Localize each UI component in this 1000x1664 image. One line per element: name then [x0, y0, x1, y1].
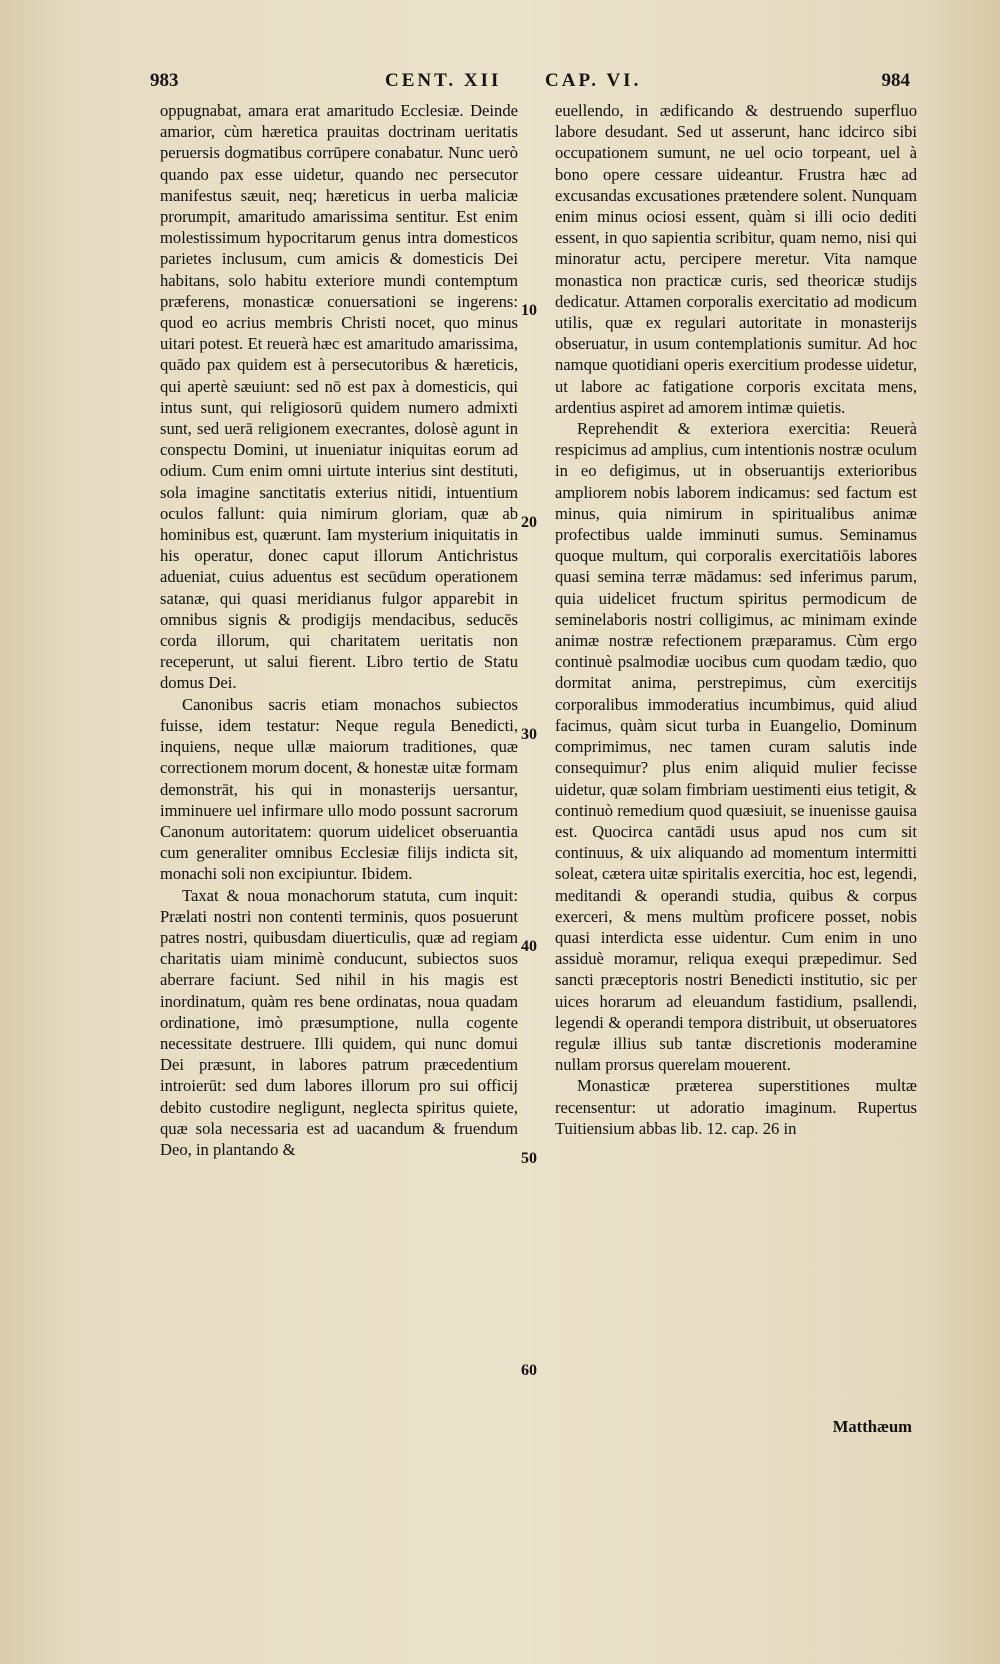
right-paragraph-1: euellendo, in ædificando & destruendo superfluo labore desudant. Sed ut asserunt, hanc idcirco sibi occupationem sumunt, ne uel ocio torpeant, uel à bono opere cessare uideantur. Frustra hæc ad excusandas excusationes prætendere solent. Nunquam enim minus ociosi essent, quàm si illi ocio dediti essent, in quo sapientia scribitur, quam nemo, nisi qui minoratur actu, percipere meretur. Vita namque monastica non practicæ curis, sed theoricæ studijs dedicatur. Attamen corporalis exercitatio ad modicum utilis, quæ ex regulari autoritate in monasterijs obseruatur, in usum contemplationis sumitur. Ad hoc namque quotidiani operis exercitium prodesse uidetur, ut labore ac fatigatione corporis excitata mens, ardentius aspiret ad amorem intimæ quietis.	[555, 101, 917, 417]
century-heading: CENT. XII	[385, 70, 502, 91]
left-paragraph-2: Canonibus sacris etiam monachos subiectos fuisse, idem testatur: Neque regula Benedicti, inquiens, neque ullæ maiorum traditiones, quæ correctionem morum docent, & honestæ uitæ formam demonstrāt, his qui in monasterijs uersantur, imminuere uel infirmare ullo modo possunt sacrorum Canonum autoritatem: quorum uidelicet obseruantia cum generaliter omnibus Ecclesiæ filijs indicta sit, monachi soli non excipiuntur. Ibidem.	[160, 694, 518, 884]
catchword: Matthæum	[832, 1417, 912, 1436]
line-number-60: 60	[521, 1362, 537, 1379]
right-paragraph-2: Reprehendit & exteriora exercitia: Reuerà respicimus ad amplius, cum intentionis nostræ oculum in eo defigimus, ut in obseruantijs exterioribus ampliorem nobis laborem indicamus: sed factum est minus, quia nimirum in spiritualibus animæ profectibus ualde imminuti sumus. Seminamus quoque multum, qui corporalis exercitatiōis labores quasi semina terræ mādamus: sed inferimus parum, quia uidelicet fructum spiritus permodicum de seminelaboris nostri colligimus, ac minimam exinde animæ nostræ refectionem præparamus. Cùm ergo continuè psalmodiæ uocibus cum quodam tædio, quo dormitat anima, perstrepimus, cùm exercitijs corporalibus immoderatius incumbimus, quid aliud facimus, quàm sicut turba in Euangelio, Dominum comprimimus, nec tamen curam salutis inde consequimur? plus enim aliquid mulier fecisse uidetur, quæ solam fimbriam uestimenti eius tetigit, & continuò remedium quod quæsiuit, se inuenisse gauisa est. Quocirca cantādi usus apud nos cum sit continuus, & uix aliquando ad momentum intermitti soleat, cætera uitæ spiritalis exercitia, hoc est, legendi, meditandi & operandi studia, quibus & corpus exerceri, & mens multùm proficere posset, nobis quasi interdicta esse uidentur. Cum enim in uno assiduè moramur, reliqua exequi præpedimur. Sed sancti præceptoris nostri Benedicti institutio, sic per uices horarum ad eleuandum fastidium, psallendi, legendi & operandi tempora distribuit, ut obseruatores regulæ illius sub tantæ discretionis moderamine nullam prorsus querelam mouerent.	[555, 419, 917, 1075]
line-number-20: 20	[521, 514, 537, 531]
page-number-right: 984	[881, 70, 910, 91]
page-number-left: 983	[150, 70, 179, 91]
running-head	[150, 70, 910, 98]
left-paragraph-1: oppugnabat, amara erat amaritudo Ecclesiæ. Deinde amarior, cùm hæretica prauitas doctrinam ueritatis peruersis dogmatibus corrūpere conabatur. Nunc uerò quando pax esse uidetur, quando nec persecutor manifestus sæuit, neq; hæreticus in uerba maliciæ prorumpit, amaritudo amarissima sentitur. Est enim molestissimum hypocritarum genus intra domesticos parietes inclusum, cum amicis & domesticis Dei habitans, solo habitu exteriore mundi contemptum præferens, monasticæ conuersationi se ingerens: quod eo acrius membris Christi nocet, quo minus uitari potest. Et reuerà hæc est amaritudo amarissima, quādo pax quidem est à persecutoribus & hæreticis, qui apertè sæuiunt: sed nō est pax à domesticis, qui intus sunt, qui religiosorū quidem numero admixti sunt, sed uerā religionem execrantes, dolosè agunt in conspectu Domini, ut inueniatur iniquitas eorum ad odium. Cum enim omni uirtute interius sint destituti, sola imagine sanctitatis exterius nitidi, intuentium oculos fallunt: quia nimirum gloriam, quæ ab hominibus est, quærunt. Iam mysterium iniquitatis in his operatur, donec caput illorum Antichristus adueniat, cuius aduentus est secūdum operationem satanæ, qui quasi meridianus fulgor apparebit in omnibus signis & prodigijs mendacibus, seducēs corda illorum, qui charitatem ueritatis non receperunt, ut salui fierent. Libro tertio de Statu domus Dei.	[160, 101, 518, 693]
line-number-30: 30	[521, 726, 537, 743]
right-text-column	[555, 100, 917, 1139]
line-number-40: 40	[521, 938, 537, 955]
line-number-50: 50	[521, 1150, 537, 1167]
bottom-margin	[0, 1445, 1000, 1664]
chapter-heading: CAP. VI.	[545, 70, 642, 91]
right-paragraph-3: Monasticæ præterea superstitiones multæ recensentur: ut adoratio imaginum. Rupertus Tuitiensium abbas lib. 12. cap. 26 in	[555, 1076, 917, 1138]
line-number-10: 10	[521, 302, 537, 319]
left-text-column	[160, 100, 518, 1160]
left-paragraph-3: Taxat & noua monachorum statuta, cum inquit: Prælati nostri non contenti terminis, quos posuerunt patres nostri, quibusdam diuerticulis, quæ ad regiam charitatis uiam minimè conducunt, subiectos suos aberrare faciunt. Sed nihil in his magis est inordinatum, quàm res bene ordinatas, noua quadam ordinatione, imò præsumptione, nulla cogente necessitate destruere. Illi quidem, qui nunc domui Dei præsunt, in labores patrum præcedentium introierūt: sed dum labores illorum pro sui officij debito custodire negligunt, neglecta spiritus quiete, quæ sola necessaria est ad uacandum & fruendum Deo, in plantando &	[160, 885, 518, 1159]
